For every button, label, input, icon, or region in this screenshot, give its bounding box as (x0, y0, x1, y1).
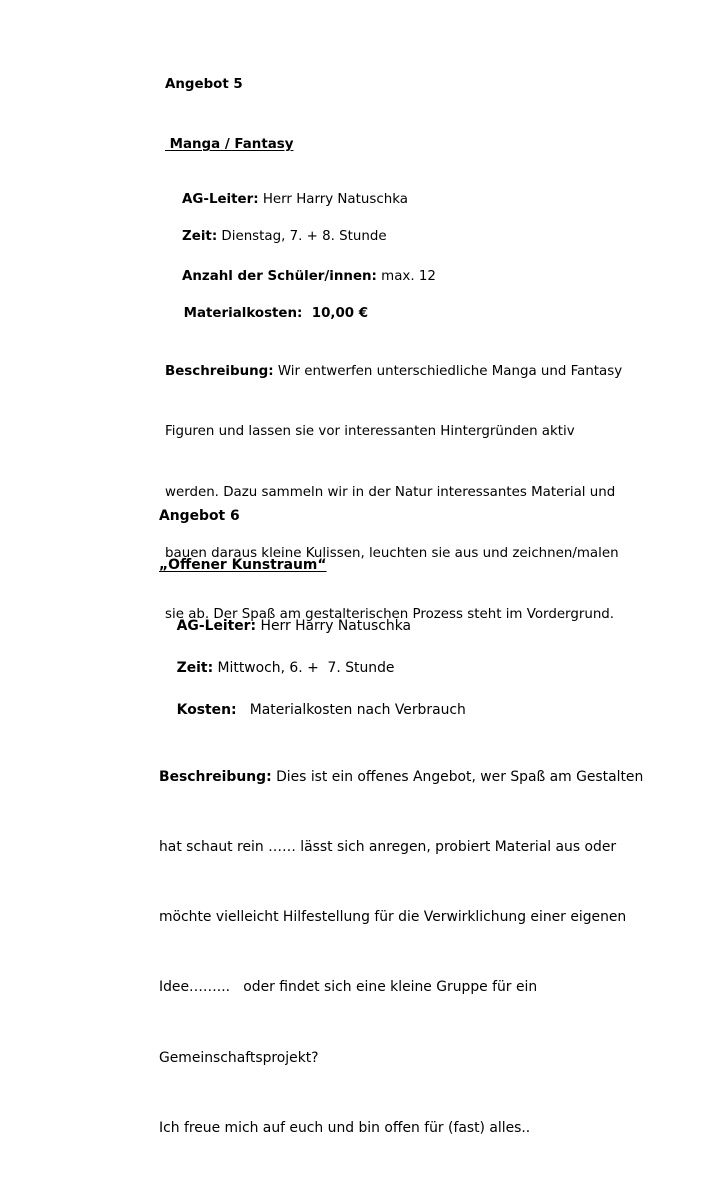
costs-value: Materialkosten nach Verbrauch (236, 702, 466, 718)
costs-label: Materialkosten: (183, 306, 303, 321)
description-line: hat schaut rein …… lässt sich anregen, probiert Material aus oder (159, 839, 617, 856)
costs-label: Kosten: (176, 702, 237, 718)
participants-label: Anzahl der Schüler/innen: (182, 269, 377, 284)
leader-value: Herr Harry Natuschka (256, 618, 412, 634)
description-line: Beschreibung: Wir entwerfen unterschiedliche Manga und Fantasy (165, 363, 623, 379)
offer-heading: Angebot 5 (165, 77, 243, 92)
time-label: Zeit: (182, 229, 218, 244)
time-value: Mittwoch, 6. + 7. Stunde (213, 660, 395, 676)
description-line: Ich freue mich auf euch und bin offen für (fast) alles.. (159, 1119, 531, 1136)
participants-value: max. 12 (376, 269, 436, 284)
costs-value: 10,00 € (302, 306, 369, 321)
description-line: Beschreibung: Dies ist ein offenes Angebot, wer Spaß am Gestalten (159, 768, 644, 785)
offer-heading: Angebot 6 (159, 508, 240, 524)
description-line: Idee……... oder findet sich eine kleine Gruppe für ein (159, 979, 538, 996)
leader-label: AG-Leiter: (176, 618, 257, 634)
description-line: möchte vielleicht Hilfestellung für die Verwirklichung einer eigenen (159, 909, 627, 926)
description-line: werden. Dazu sammeln wir in der Natur interessantes Material und (165, 485, 616, 501)
description-label: Beschreibung: (159, 768, 272, 785)
description (159, 719, 643, 1187)
description-line: bauen daraus kleine Kulissen, leuchten sie aus und zeichnen/malen (165, 546, 619, 562)
time-value: Dienstag, 7. + 8. Stunde (217, 229, 387, 244)
description-label: Beschreibung: (165, 363, 274, 379)
offer-title: „Offener Kunstraum“ (159, 557, 327, 573)
leader-label: AG-Leiter: (182, 192, 259, 207)
description-line: Gemeinschaftsprojekt? (159, 1049, 319, 1066)
time-label: Zeit: (176, 660, 214, 676)
description-line: Figuren und lassen sie vor interessanten Hintergründen aktiv (165, 424, 575, 440)
description-line: sie ab. Der Spaß am gestalterischen Prozess steht im Vordergrund. (165, 607, 615, 623)
leader-value: Herr Harry Natuschka (258, 192, 408, 207)
offer-title: Manga / Fantasy (165, 137, 294, 152)
